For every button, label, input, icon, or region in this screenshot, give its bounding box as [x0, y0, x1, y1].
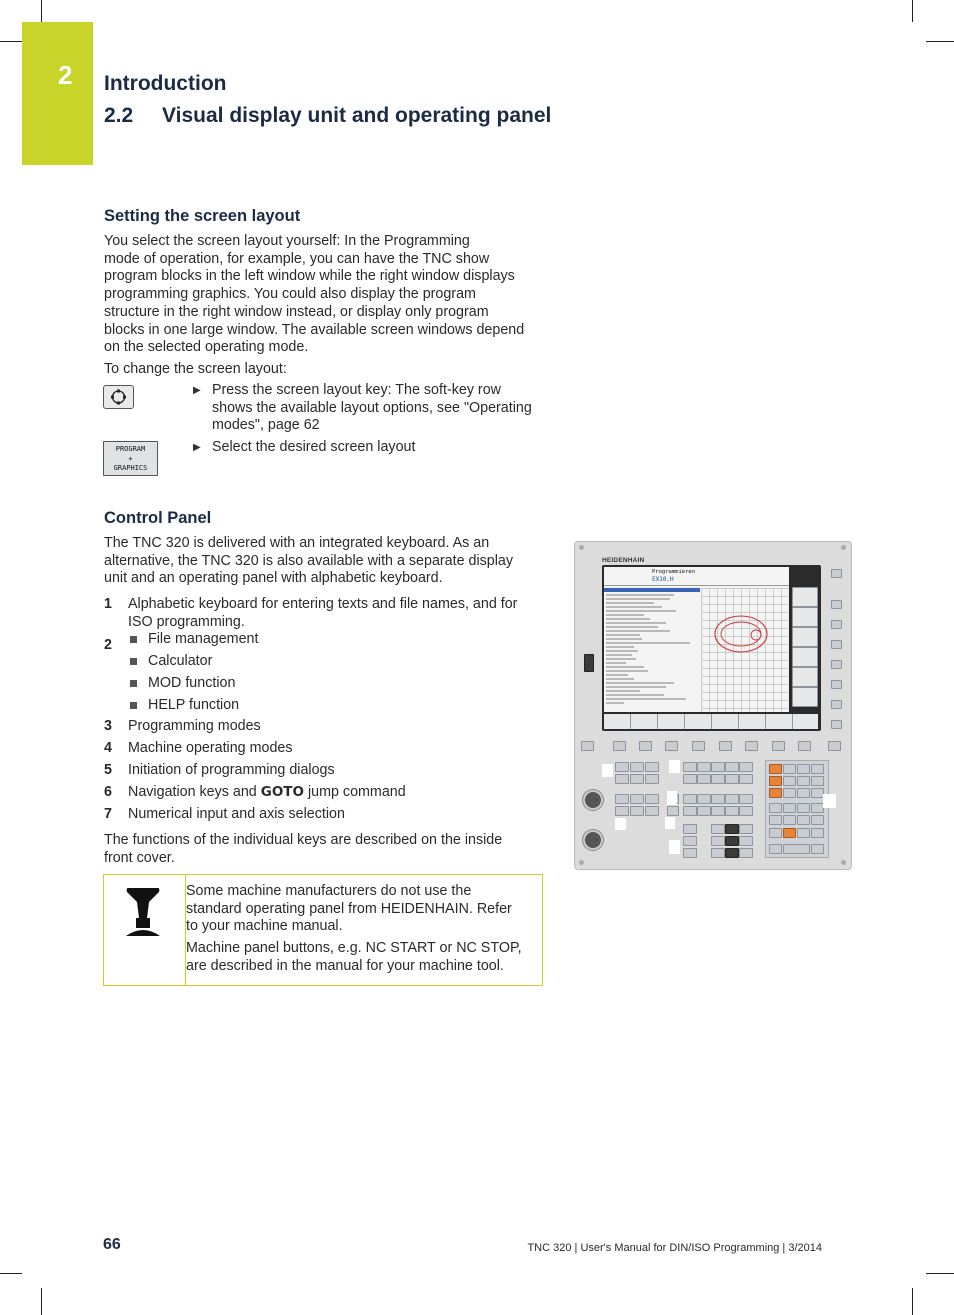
- spindle-override-knob[interactable]: [583, 830, 603, 850]
- bullet-icon: [130, 658, 137, 665]
- program-listing: [604, 592, 700, 712]
- screw-icon: [841, 860, 846, 865]
- sub-item: HELP function: [148, 697, 240, 713]
- list-item: Programming modes: [128, 718, 261, 734]
- brand-logo: HEIDENHAIN: [602, 557, 645, 564]
- program-graphics-softkey[interactable]: PROGRAM + GRAPHICS: [103, 441, 158, 476]
- crop-mark: [926, 1273, 954, 1274]
- crop-mark: [41, 1288, 42, 1315]
- screw-icon: [579, 545, 584, 550]
- machine-manufacturer-icon: [122, 884, 164, 940]
- list-item-number: 2: [104, 637, 112, 653]
- screen-layout-icon: [104, 386, 133, 408]
- crop-mark: [0, 41, 22, 42]
- screen-layout-heading: Setting the screen layout: [104, 207, 301, 225]
- step-arrow-icon: ▶: [193, 442, 201, 453]
- page-number: 66: [103, 1236, 121, 1253]
- control-panel-heading: Control Panel: [104, 509, 212, 527]
- sub-item: Calculator: [148, 653, 213, 669]
- contour-graphic: [701, 588, 789, 712]
- list-item: Alphabetic keyboard for entering texts and file names, and for ISO programming.: [128, 596, 518, 630]
- list-item: Initiation of programming dialogs: [128, 762, 335, 778]
- list-item-number: 6: [104, 784, 112, 800]
- graphics-window: [701, 588, 789, 712]
- section-number: 2.2: [104, 104, 134, 127]
- screw-icon: [841, 545, 846, 550]
- control-panel-outro: The functions of the individual keys are described on the inside front cover.: [104, 832, 503, 866]
- bullet-icon: [130, 680, 137, 687]
- list-item-number: 1: [104, 596, 112, 612]
- section-title: Visual display unit and operating panel: [162, 104, 552, 127]
- footer-doc-info: TNC 320 | User's Manual for DIN/ISO Programming | 3/2014: [527, 1242, 822, 1254]
- list-item-number: 3: [104, 718, 112, 734]
- screen-layout-paragraph: You select the screen layout yourself: In the Programming mode of operation, for example, you can have the TNC show program blocks in the left window while the right window displays programming graphics. You could also display the program structure in the right window instead, or display only program blocks in one large window. The available screen windows depend on the selected operating mode.: [104, 233, 525, 356]
- step-2-text: Select the desired screen layout: [212, 439, 416, 455]
- control-panel-image: [574, 541, 852, 870]
- crop-mark: [926, 41, 954, 42]
- chapter-number: 2: [58, 60, 73, 90]
- feed-override-knob[interactable]: [583, 790, 603, 810]
- chapter-title: Introduction: [104, 72, 227, 95]
- goto-keyword: GOTO: [260, 784, 304, 800]
- sub-item: MOD function: [148, 675, 236, 691]
- display-screen: [602, 565, 821, 731]
- chapter-tab: [22, 22, 93, 165]
- screen-layout-instruction: To change the screen layout:: [104, 361, 287, 377]
- crop-mark: [912, 1288, 913, 1315]
- screen-layout-key[interactable]: [103, 385, 134, 409]
- list-item-number: 7: [104, 806, 112, 822]
- screen-title: Programmieren: [652, 569, 696, 575]
- step-arrow-icon: ▶: [193, 385, 201, 396]
- list-item-number: 4: [104, 740, 112, 756]
- note-paragraph-1: Some machine manufacturers do not use the standard operating panel from HEIDENHAIN. Refer to your machine manual.: [186, 883, 512, 935]
- note-paragraph-2: Machine panel buttons, e.g. NC START or NC STOP, are described in the manual for your machine tool.: [186, 940, 522, 974]
- crop-mark: [912, 0, 913, 22]
- list-item: Machine operating modes: [128, 740, 293, 756]
- list-item: Navigation keys and GOTO jump command: [128, 784, 406, 800]
- crop-mark: [41, 0, 42, 22]
- list-item: Numerical input and axis selection: [128, 806, 345, 822]
- control-panel-intro: The TNC 320 is delivered with an integrated keyboard. As an alternative, the TNC 320 is also available with a separate display unit and an operating panel with alphabetic keyboard.: [104, 535, 514, 587]
- screen-file: EX10.H: [652, 576, 674, 583]
- bullet-icon: [130, 702, 137, 709]
- screw-icon: [579, 860, 584, 865]
- sub-item: File management: [148, 631, 259, 647]
- crop-mark: [0, 1273, 22, 1274]
- bullet-icon: [130, 636, 137, 643]
- list-item-number: 5: [104, 762, 112, 778]
- step-1-text: Press the screen layout key: The soft-key row shows the available layout options, see "Operating modes", page 62: [212, 382, 532, 434]
